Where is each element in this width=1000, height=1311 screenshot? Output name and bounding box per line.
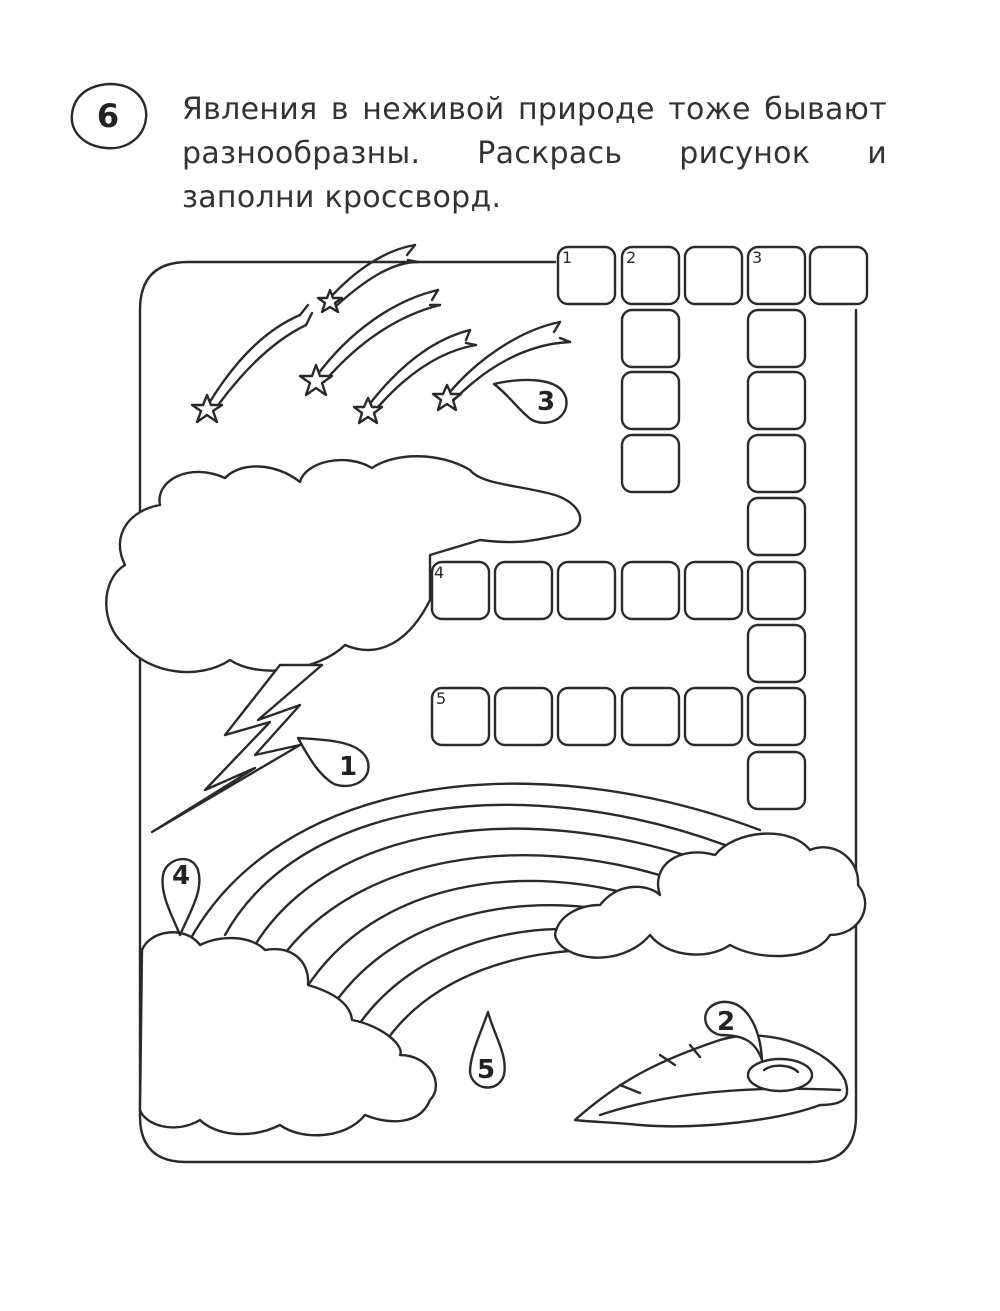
marker-5 <box>470 1012 505 1087</box>
marker-1 <box>298 738 368 786</box>
crossword-cell[interactable] <box>810 247 867 304</box>
task-number: 6 <box>96 97 120 135</box>
svg-text:3: 3 <box>536 387 556 417</box>
crossword-number-3: 3 <box>752 248 763 267</box>
crossword-number-2: 2 <box>626 248 637 267</box>
crossword-cell[interactable] <box>685 247 742 304</box>
crossword-cell[interactable] <box>558 562 615 619</box>
crossword-cell[interactable] <box>748 435 805 492</box>
crossword-cell[interactable] <box>622 435 679 492</box>
marker-3 <box>494 380 566 423</box>
crossword-cell[interactable] <box>622 372 679 429</box>
crossword-cell[interactable] <box>748 688 805 745</box>
crossword-cell[interactable] <box>558 688 615 745</box>
crossword-number-1: 1 <box>562 248 573 267</box>
crossword-cell[interactable] <box>685 688 742 745</box>
crossword-number-4: 4 <box>434 563 445 582</box>
svg-text:2: 2 <box>716 1007 736 1037</box>
svg-text:1: 1 <box>338 752 358 782</box>
crossword-cell[interactable] <box>748 752 805 809</box>
crossword-cell[interactable] <box>495 688 552 745</box>
crossword-cell[interactable] <box>622 310 679 367</box>
leaf-dewdrop-illustration <box>575 1036 847 1127</box>
svg-text:5: 5 <box>476 1055 496 1085</box>
task-instruction: Явления в неживой природе тоже бывают разнообразны. Раскрась рисунок и заполни кроссворд. <box>182 92 887 215</box>
crossword-cell[interactable] <box>748 562 805 619</box>
crossword-cell[interactable] <box>495 562 552 619</box>
svg-text:4: 4 <box>171 861 191 891</box>
crossword-cell[interactable] <box>748 498 805 555</box>
crossword-cell[interactable] <box>685 562 742 619</box>
crossword-cell[interactable] <box>748 372 805 429</box>
right-cloud-illustration <box>555 834 865 958</box>
crossword-cell[interactable] <box>622 688 679 745</box>
crossword-number-5: 5 <box>436 689 447 708</box>
crossword-cell[interactable] <box>622 562 679 619</box>
marker-4 <box>163 859 200 935</box>
crossword-cell[interactable] <box>748 310 805 367</box>
crossword-cell[interactable] <box>748 625 805 682</box>
lightning-illustration <box>152 665 322 832</box>
